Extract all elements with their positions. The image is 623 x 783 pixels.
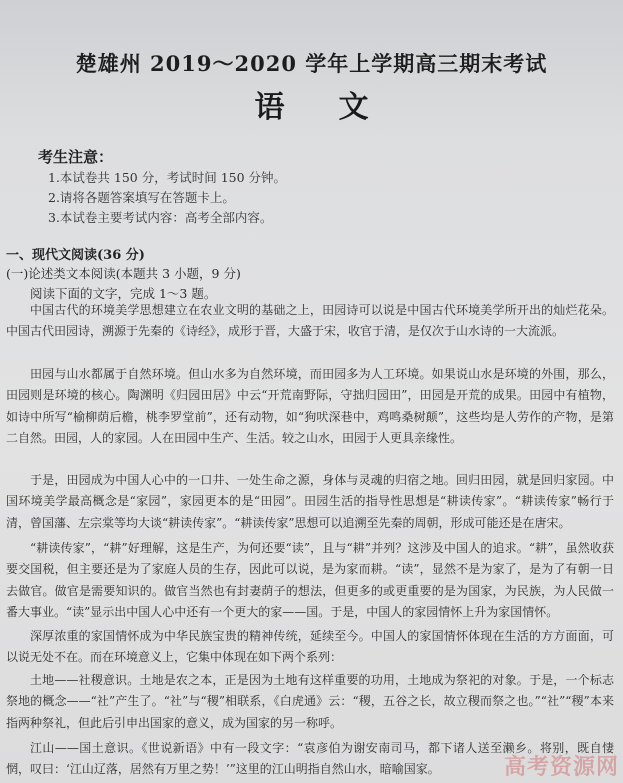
paragraph-2: 田园与山水都属于自然环境。但山水多为自然环境，而田园多为人工环境。如果说山水是环境的外围，那么，田园则是环境的核心。陶渊明《归园田居》中云“开荒南野际，守拙归园田”，田园是开荒的成果。田园中有植物，如诗中所写“榆柳荫后檐，桃李罗堂前”，还有动物，如“狗吠深巷中，鸡鸣桑树颠”，这些均是人劳作的产物，是第二自然。田园，人的家园。人在田园中生产、生活。较之山水，田园于人更具亲缘性。 <box>6 367 614 445</box>
paragraph-6: 土地——社稷意识。土地是农之本，正是因为土地有这样重要的功用，土地成为祭祀的对象。于是，一个标志祭地的概念——“社”产生了。“社”与“稷”相联系，《白虎通》云：“稷，五谷之长，故立稷而祭之也。”“社”“稷”本来指两种祭礼，但此后引申出国家的意义，成为国家的另一称呼。 <box>6 673 614 730</box>
notice-item: 1.本试卷共 150 分，考试时间 150 分钟。 <box>48 170 287 185</box>
notice-heading: 考生注意： <box>38 148 114 166</box>
exam-subject: 语文 <box>254 90 423 125</box>
paragraph-3: 于是，田园成为中国人心中的一口井、一处生命之源，身体与灵魂的归宿之地。回归田园，就是回归家园。中国环境美学最高概念是“家园”，家园更本的是“田园”。田园生活的指导性思想是“耕读传家”。“耕读传家”畅行于清，曾国藩、左宗棠等均大谈“耕读传家”。“耕读传家”思想可以追溯至先秦的周朝，形成可能还是在唐宋。 <box>6 473 614 530</box>
watermark-logo: 高考资源网 <box>503 755 619 780</box>
subsection-heading: (一)论述类文本阅读(本题共 3 小题，9 分) <box>6 266 241 281</box>
paragraph-5: 深厚浓重的家国情怀成为中华民族宝贵的精神传统，延续至今。中国人的家国情怀体现在生活的方方面面，可以说无处不在。而在环境意义上，它集中体现在如下两个系列： <box>6 629 614 665</box>
exam-title: 楚雄州 2019～2020 学年上学期高三期末考试 <box>75 51 548 76</box>
section-heading: 一、现代文阅读(36 分) <box>6 248 145 263</box>
notice-item: 3.本试卷主要考试内容：高考全部内容。 <box>48 210 273 225</box>
paragraph-7: 江山——国土意识。《世说新语》中有一段文字：“袁彦伯为谢安南司马，都下诸人送至濑乡。将别，既自悽惘，叹曰：‘江山辽落，居然有万里之势！’”这里的江山明指自然山水，暗喻国家。 <box>6 741 614 777</box>
paragraph-4: “耕读传家”，“耕”好理解，这是生产，为何还要“读”，且与“耕”并列？这涉及中国人的追求。“耕”，虽然收获要交国税，但主要还是为了家庭人员的生存，因此可以说，是为家而耕。“读”，显然不是为家了，是为了有朝一日去做官。做官是需要知识的。做官当然也有封妻荫子的想法，但更多的或更重要的是为国家，为民族，为人民做一番大事业。“读”显示出中国人心中还有一个更大的家——国。于是，中国人的家园情怀上升为家国情怀。 <box>6 541 614 619</box>
paragraph-1: 中国古代的环境美学思想建立在农业文明的基础之上，田园诗可以说是中国古代环境美学所开出的灿烂花朵。中国古代田园诗，溯源于先秦的《诗经》，成形于晋，大盛于宋，收官于清，是仅次于山水诗的一大流派。 <box>6 303 614 339</box>
reading-instruction: 阅读下面的文字，完成 1～3 题。 <box>30 286 217 301</box>
notice-item: 2.请将各题答案填写在答题卡上。 <box>48 190 235 205</box>
